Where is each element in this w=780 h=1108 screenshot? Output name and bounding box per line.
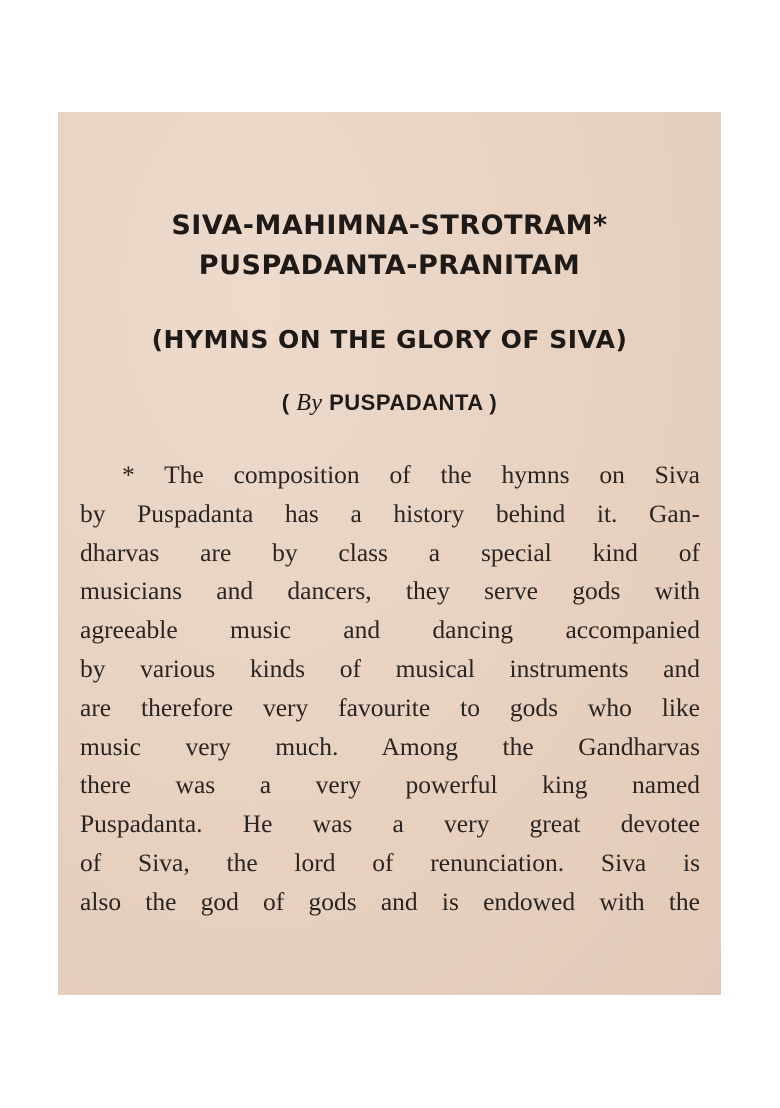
byline-by: By [296,390,323,416]
body-line: by various kinds of musical instruments and [80,653,700,683]
body-line: dharvas are by class a special kind of [80,537,700,567]
body-line: of Siva, the lord of renunciation. Siva is [80,847,700,877]
subtitle: (HYMNS ON THE GLORY OF SIVA) [151,325,628,354]
byline-author: PUSPADANTA ) [322,390,498,415]
body-line: are therefore very favourite to gods who like [80,692,700,722]
body-line: music very much. Among the Gandharvas [80,731,700,761]
body-line: Puspadanta. He was a very great devotee [80,809,700,839]
body-line: by Puspadanta has a history behind it. Gan- [80,498,700,528]
scanned-page [58,112,721,995]
body-line: there was a very powerful king named [80,770,700,800]
body-line: * The composition of the hymns on Siva [122,460,700,489]
byline [58,390,721,417]
byline-open: ( [281,390,297,415]
title-line-2: PUSPADANTA-PRANITAM [198,250,581,281]
body-line: agreeable music and dancing accompanied [80,615,700,645]
body-line: also the god of gods and is endowed with the [80,886,700,916]
body-text [80,456,700,922]
body-line: musicians and dancers, they serve gods with [80,576,700,606]
title-line-1: SIVA-MAHIMNA-STROTRAM* [171,210,608,241]
